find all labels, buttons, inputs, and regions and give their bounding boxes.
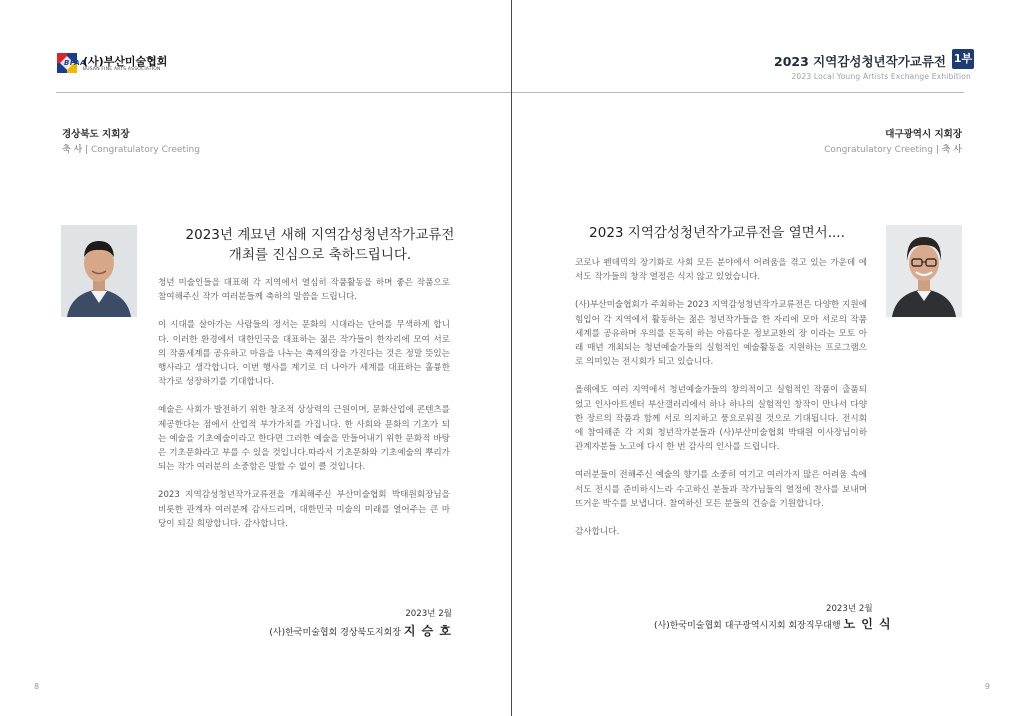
left-portrait-photo <box>61 225 137 317</box>
left-paragraph-3: 예술은 사회가 발전하기 위한 창조적 상상력의 근원이며, 문화산업에 콘텐츠를 제공한다는 점에서 산업적 부가가치를 가집니다. 한 사회와 문화의 기초가 되는 예술을 기초예술이라고 한다면 그러한 예술을 만들어내기 위한 문화적 바탕은 기초문화라고 부를 수 있을 것입니다.따라서 기초문화와 기초예술의 뿌리가 되는 작가 여러분의 소중함은 말할 수 없이 클 것입니다. <box>158 405 450 473</box>
left-heading <box>150 225 490 265</box>
header-rule-right <box>512 92 964 93</box>
right-page-number: 9 <box>984 682 990 691</box>
right-paragraph-5: 감사합니다. <box>575 527 620 538</box>
right-signature-org: (사)한국미술협회 대구광역시지회 회장직무대행 <box>654 621 844 631</box>
left-section-subtitle <box>62 142 200 155</box>
logo-subtitle: BUSAN FINE ARTS ASSOCIATION <box>83 67 161 72</box>
logo-title: (사)부산미술협회 <box>83 55 168 68</box>
right-paragraph-1: 코로나 펜데믹의 장기화로 사회 모든 분야에서 어려움을 겪고 있는 가운데 에서도 작가들의 창작 열정은 식지 않고 있었습니다. <box>575 258 867 283</box>
part-badge: 1부 <box>952 49 974 69</box>
right-section-subtitle <box>824 142 962 155</box>
right-heading: 2023 지역감성청년작가교류전을 열면서.... <box>589 225 845 241</box>
right-signature-name: 노 인 식 <box>843 617 892 631</box>
left-role-label: 경상북도 지회장 <box>62 129 130 140</box>
right-sub-english: Congratulatory Creeting <box>824 145 933 155</box>
left-page-number: 8 <box>34 682 40 691</box>
right-portrait-photo <box>886 225 962 317</box>
left-paragraph-1: 청년 미술인들을 대표해 각 지역에서 열심히 작품활동을 하며 좋은 작품으로 참여해주신 작가 여러분들께 축하의 말씀을 드립니다. <box>158 278 450 303</box>
exhibition-subtitle: 2023 Local Young Artists Exchange Exhibition <box>791 72 971 81</box>
left-portrait-image <box>61 225 137 317</box>
exhibition-title: 2023 지역감성청년작가교류전 <box>774 54 946 69</box>
right-sub-separator: | <box>932 145 942 155</box>
left-sub-korean: 축 사 <box>62 145 83 155</box>
left-body <box>158 276 450 545</box>
left-date: 2023년 2월 <box>405 609 452 619</box>
right-signature <box>654 615 892 632</box>
right-role-label: 대구광역시 지회장 <box>885 129 962 140</box>
left-heading-line1: 2023년 계묘년 새해 지역감성청년작가교류전 <box>185 227 455 243</box>
header-rule-left <box>56 92 512 93</box>
right-sub-korean: 축 사 <box>941 145 962 155</box>
right-page <box>512 0 1024 716</box>
left-paragraph-4: 2023 지역감성청년작가교류전을 개최해주신 부산미술협회 박태원회장님을 비롯한 관계자 여러분께 감사드리며, 대한민국 미술의 미래를 열어주는 큰 마당이 되길 희망합니다. 감사합니다. <box>158 490 450 529</box>
right-paragraph-3: 올해에도 여러 지역에서 청년예술가들의 창의적이고 실험적인 작품이 출품되었고 인사아트센터 부산갤러리에서 하나 하나의 실험적인 창작이 만나서 다양한 장르의 작품과 함께 서로 의지하고 풍요로워질 것으로 기대됩니다. 전시회에 참여해준 각 지회 청년작가분들과 (사)부산미술협회 박태원 이사장님이하 관계자분들 노고에 다시 한 번 감사의 인사를 드립니다. <box>575 385 867 453</box>
logo-abbreviation: BFAA <box>64 59 87 67</box>
bfaa-logo <box>56 50 196 78</box>
left-paragraph-2: 이 시대를 살아가는 사람들의 정서는 문화의 시대라는 단어를 무색하게 합니다. 이러한 환경에서 대한민국을 대표하는 젊은 작가들이 한자리에 모여 서로의 작품세계를 공유하고 마음을 나누는 축제의장을 가진다는 것은 정말 뜻있는 행사라고 생각합니다. 이번 행사를 계기로 더 나아가 세계를 대표하는 훌륭한 작가로 성장하기를 기대합니다. <box>158 320 450 388</box>
left-signature <box>269 622 452 639</box>
left-signature-name: 지 승 호 <box>403 624 452 638</box>
left-sub-separator: | <box>82 145 92 155</box>
right-paragraph-4: 여러분들이 전해주신 예술의 향기를 소중히 여기고 여러가지 많은 어려움 속에서도 전시를 준비하시느라 수고하신 분들과 작가님들의 열정에 찬사를 보내며 뜨거운 박수를 보냅니다. 참여하신 모든 분들의 건승을 기원합니다. <box>575 470 867 509</box>
right-body <box>575 256 867 553</box>
right-portrait-image <box>886 225 962 317</box>
left-heading-line2: 개최를 진심으로 축하드립니다. <box>228 247 412 263</box>
left-sub-english: Congratulatory Creeting <box>91 145 200 155</box>
right-paragraph-2: (사)부산미술협회가 주최하는 2023 지역감성청년작가교류전은 다양한 지원에 힘입어 각 지역에서 활동하는 젊은 청년작가들을 한 자리에 모아 서로의 작품세계를 공유하며 우의를 돈독히 하는 아름다운 정보교환의 장 이라는 모토 아래 매년 개최되는 청년예술가들의 실험적인 예술활동을 지원하는 프로그램으로 의미있는 전시회가 되고 있습니다. <box>575 300 867 368</box>
right-date: 2023년 2월 <box>826 604 873 614</box>
left-signature-org: (사)한국미술협회 경상북도지회장 <box>269 628 404 638</box>
